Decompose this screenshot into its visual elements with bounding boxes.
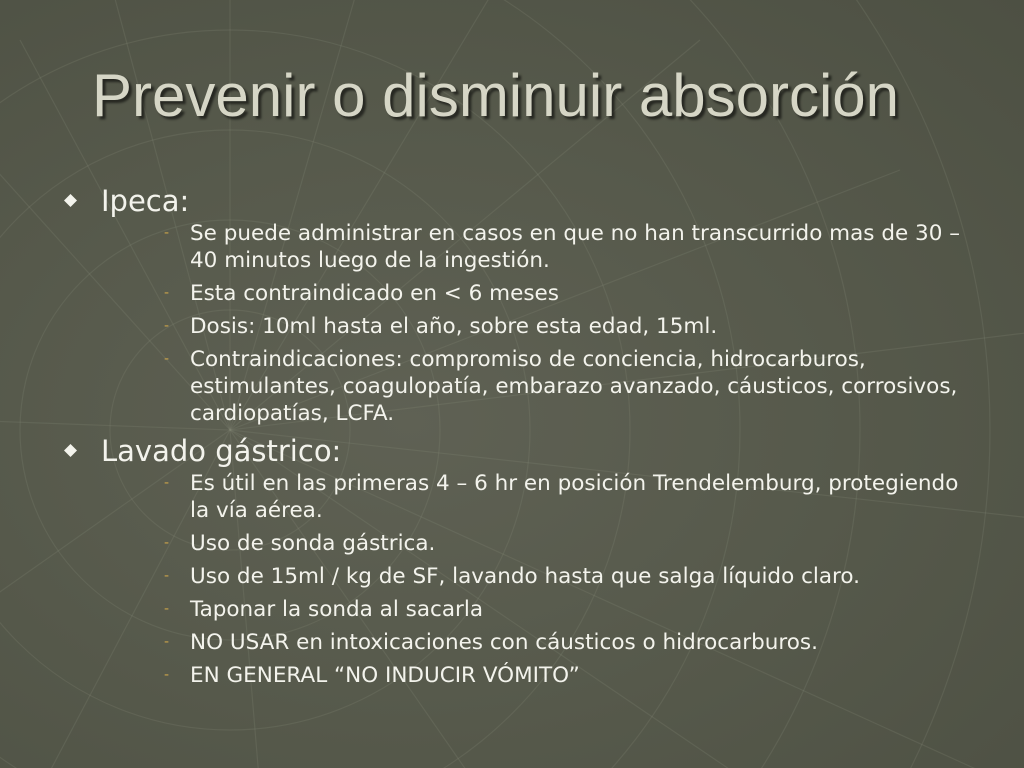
dash-marker: - (164, 601, 170, 617)
list-item-text: Taponar la sonda al sacarla (190, 597, 483, 622)
dash-marker: - (164, 667, 170, 683)
lavado-points-list (60, 470, 980, 689)
section-heading-ipeca (60, 183, 980, 219)
list-item-text: Dosis: 10ml hasta el año, sobre esta edad, 15ml. (190, 314, 718, 339)
diamond-bullet-icon (64, 194, 77, 207)
dash-marker: - (164, 475, 170, 491)
list-item-text: NO USAR en intoxicaciones con cáusticos o hidrocarburos. (190, 630, 818, 655)
list-item-text: Uso de 15ml / kg de SF, lavando hasta que salga líquido claro. (190, 564, 861, 589)
diamond-bullet-icon (64, 444, 77, 457)
list-item (60, 280, 980, 307)
list-item (60, 596, 980, 623)
list-item (60, 220, 980, 274)
section-heading-label: Ipeca: (101, 184, 190, 218)
section-heading-lavado (60, 433, 980, 469)
list-item-text: EN GENERAL “NO INDUCIR VÓMITO” (190, 663, 580, 688)
list-item (60, 662, 980, 689)
list-item (60, 629, 980, 656)
list-item (60, 313, 980, 340)
section-heading-label: Lavado gástrico: (101, 434, 342, 468)
list-item-text: Es útil en las primeras 4 – 6 hr en posición Trendelemburg, protegiendo la vía aérea. (190, 471, 959, 523)
ipeca-points-list (60, 220, 980, 427)
dash-marker: - (164, 351, 170, 367)
slide-content (60, 183, 980, 695)
list-item (60, 470, 980, 524)
dash-marker: - (164, 225, 170, 241)
dash-marker: - (164, 318, 170, 334)
list-item-text: Esta contraindicado en < 6 meses (190, 281, 559, 306)
list-item (60, 346, 980, 427)
slide-title: Prevenir o disminuir absorción (92, 62, 900, 129)
list-item (60, 563, 980, 590)
dash-marker: - (164, 634, 170, 650)
list-item-text: Se puede administrar en casos en que no han transcurrido mas de 30 – 40 minutos luego de la ingestión. (190, 221, 960, 273)
list-item (60, 530, 980, 557)
list-item-text: Contraindicaciones: compromiso de conciencia, hidrocarburos, estimulantes, coagulopatía, embarazo avanzado, cáusticos, corrosivos, cardiopatías, LCFA. (190, 347, 958, 426)
dash-marker: - (164, 568, 170, 584)
dash-marker: - (164, 285, 170, 301)
dash-marker: - (164, 535, 170, 551)
list-item-text: Uso de sonda gástrica. (190, 531, 436, 556)
